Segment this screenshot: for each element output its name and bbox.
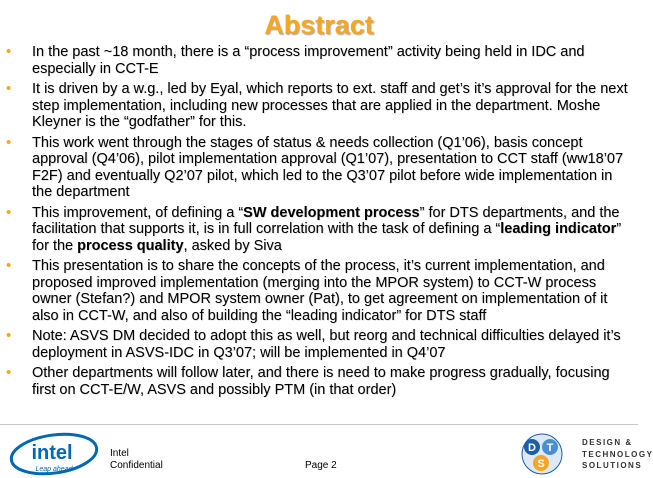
- bullet-text: ” for the: [32, 221, 622, 254]
- bullet-emphasis: leading indicator: [500, 221, 617, 237]
- bullet-emphasis: process quality: [77, 237, 184, 254]
- bullet-item: [6, 258, 632, 324]
- svg-text:S: S: [537, 458, 545, 470]
- bullet-item: [6, 135, 632, 201]
- bullet-emphasis: SW development process: [243, 204, 420, 221]
- bullet-dot: •: [6, 80, 12, 97]
- svg-text:T: T: [546, 442, 554, 454]
- dts-line: TECHNOLOGY: [582, 449, 653, 459]
- dts-line: SOLUTIONS: [582, 461, 643, 470]
- svg-text:intel: intel: [31, 442, 73, 464]
- svg-text:Leap ahead: Leap ahead: [35, 466, 73, 473]
- intel-logo-icon: [8, 432, 100, 476]
- bullet-text: This work went through the stages of status & needs collection (Q1’06), basis concept approval (Q4’06), pilot implementation approval (Q1’07), presentation to CCT staff (ww18’07 F2F) and eventually Q2’07 pilot, which led to the Q3’07 pilot before wide implementation in the department: [32, 134, 624, 200]
- bullet-dot: •: [6, 133, 12, 151]
- bullet-dot: •: [6, 327, 12, 344]
- bullet-item: [6, 365, 632, 398]
- bullet-text: In the past ~18 month, there is a “process improvement” activity being held in IDC and especially in CCT-E: [32, 44, 585, 77]
- bullet-text: ” for DTS departments, and the facilitation that supports it, is in full correlation with the task of defining a “: [32, 204, 620, 237]
- bullet-text: Note: ASVS DM decided to adopt this as well, but reorg and technical difficulties delayed it’s deployment in ASVS-IDC in Q3’07; will be implemented in Q4’07: [32, 328, 621, 361]
- svg-text:D: D: [528, 442, 536, 454]
- bullet-list: [6, 44, 632, 402]
- bullet-text: Other departments will follow later, and there is need to make progress gradually, focusing first on CCT-E/W, ASVS and possibly PTM (in that order): [32, 365, 610, 398]
- bullet-item: [6, 44, 632, 77]
- slide-title: Abstract: [264, 10, 374, 40]
- footer-classification: Confidential: [110, 460, 163, 471]
- page-number: Page 2: [305, 460, 337, 471]
- bullet-dot: •: [6, 203, 12, 221]
- bullet-text: This presentation is to share the concepts of the process, it’s current implementation, and proposed improved implementation (merging into the MPOR system) to CCT-W process owner (Stefan?) and MPOR system owner (Pat), to get agreement on implementation of it also in CCT-W, and also of building the “leading indicator” for DTS staff: [32, 258, 608, 324]
- bullet-text: , asked by Siva: [183, 237, 282, 254]
- footer-company: [110, 448, 163, 472]
- footer-company-name: Intel: [110, 448, 129, 459]
- bullet-item: [6, 328, 632, 361]
- dts-line: DESIGN &: [582, 438, 633, 447]
- bullet-item: [6, 205, 632, 255]
- bullet-dot: •: [6, 364, 12, 381]
- bullet-text: It is driven by a w.g., led by Eyal, which reports to ext. staff and get’s it’s approval for the next step implementation, including new processes that are applied in the department. Moshe Kleyner is the “godfather” for this.: [32, 81, 628, 130]
- dts-logo-text: [582, 437, 653, 472]
- footer-divider: [0, 424, 638, 425]
- bullet-text: This improvement, of defining a “: [32, 204, 244, 221]
- bullet-dot: •: [6, 257, 12, 274]
- bullet-dot: •: [6, 43, 12, 60]
- bullet-item: [6, 81, 632, 131]
- dts-logo-icon: [508, 432, 580, 476]
